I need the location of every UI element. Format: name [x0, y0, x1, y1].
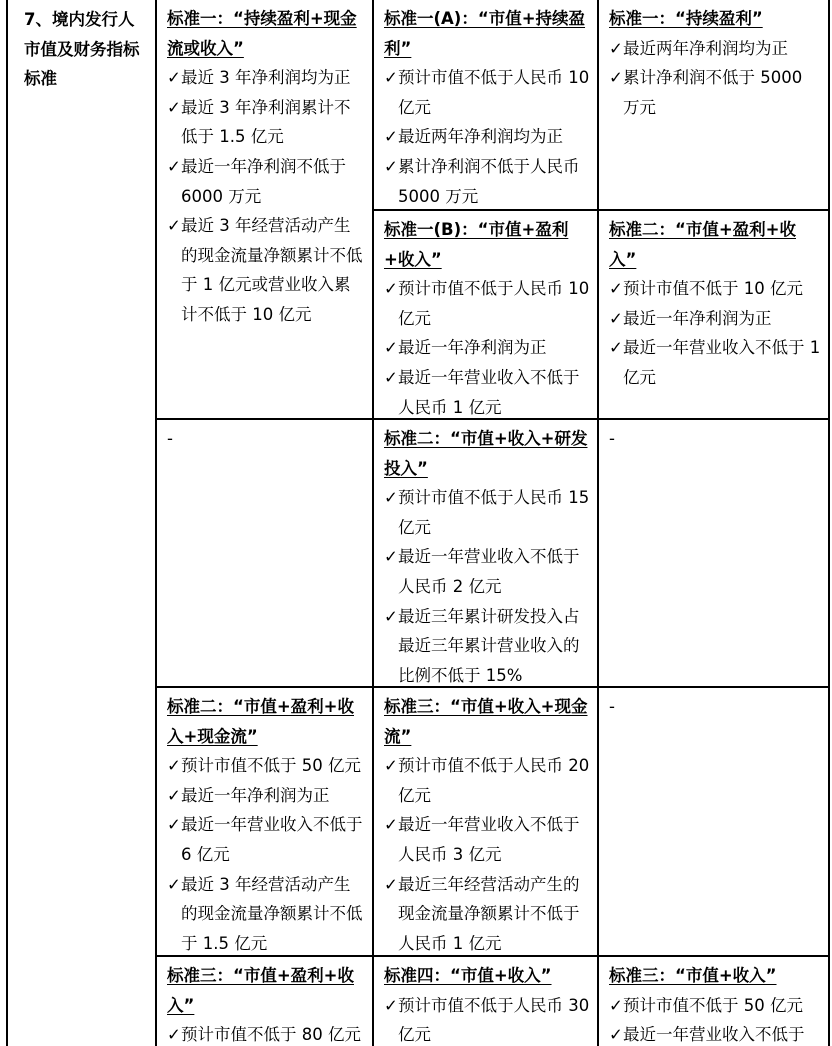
list-item: ✓ 最近一年营业收入不低于人民币 2 亿元 — [384, 542, 591, 601]
check-icon: ✓ — [384, 338, 398, 358]
list-item: ✓ 预计市值不低于 10 亿元 — [609, 274, 822, 304]
check-icon: ✓ — [384, 127, 398, 147]
empty-dash: - — [609, 429, 615, 448]
check-icon: ✓ — [384, 279, 398, 299]
list-item: ✓ 最近 3 年经营活动产生的现金流量净额累计不低于 1 亿元或营业收入累计不低于 10 亿元 — [167, 211, 366, 329]
list-item: ✓ 累计净利润不低于人民币 5000 万元 — [384, 152, 591, 209]
check-icon: ✓ — [609, 1025, 623, 1045]
col3-standard2-cell — [599, 211, 828, 418]
check-icon: ✓ — [384, 815, 398, 835]
list-item: ✓ 累计净利润不低于 5000 万元 — [609, 63, 822, 122]
col2-standard2-cell — [374, 420, 597, 686]
list-item: ✓ 最近两年净利润均为正 — [384, 122, 591, 152]
col2-standard1b-cell — [374, 211, 597, 418]
col1-standard1-cell — [157, 0, 372, 418]
check-icon: ✓ — [167, 756, 181, 776]
list-item: ✓ 预计市值不低于人民币 30 亿元 — [384, 991, 591, 1046]
list-item: ✓ 最近三年累计研发投入占最近三年累计营业收入的比例不低于 15% — [384, 602, 591, 686]
check-icon: ✓ — [384, 68, 398, 88]
list-item: ✓ 最近 3 年经营活动产生的现金流量净额累计不低于 1.5 亿元 — [167, 870, 366, 955]
check-icon: ✓ — [167, 156, 181, 176]
check-icon: ✓ — [609, 995, 623, 1015]
list-item: ✓ 预计市值不低于人民币 10 亿元 — [384, 274, 591, 333]
list-item: ✓ 预计市值不低于人民币 20 亿元 — [384, 751, 591, 810]
row-header — [6, 0, 155, 1046]
col2-standard3-title: 标准三：“市值+收入+现金流” — [384, 697, 588, 746]
list-item: ✓ 最近一年营业收入不低于 1 亿元 — [609, 333, 822, 392]
check-icon: ✓ — [384, 488, 398, 508]
col3-empty-cell-b — [599, 688, 828, 955]
col1-standard2-title: 标准二：“市值+盈利+收入+现金流” — [167, 697, 354, 746]
col1-empty-cell — [157, 420, 372, 686]
check-icon: ✓ — [167, 785, 181, 805]
col3-standard1-cell — [599, 0, 828, 209]
check-icon: ✓ — [167, 216, 181, 236]
check-icon: ✓ — [384, 156, 398, 176]
col2-standard4-cell — [374, 957, 597, 1046]
check-icon: ✓ — [384, 367, 398, 387]
empty-dash: - — [609, 697, 615, 716]
col2-standard1b-title: 标准一(B)：“市值+盈利+收入” — [384, 220, 569, 269]
check-icon: ✓ — [609, 279, 623, 299]
col1-standard3-title: 标准三：“市值+盈利+收入” — [167, 966, 354, 1015]
col2-standard1a-cell — [374, 0, 597, 209]
check-icon: ✓ — [609, 308, 623, 328]
check-icon: ✓ — [609, 68, 623, 88]
col3-standard1-title: 标准一：“持续盈利” — [609, 9, 763, 28]
check-icon: ✓ — [384, 547, 398, 567]
check-icon: ✓ — [167, 97, 181, 117]
col1-standard3-cell — [157, 957, 372, 1046]
col2-standard2-title: 标准二：“市值+收入+研发投入” — [384, 429, 588, 478]
check-icon: ✓ — [167, 68, 181, 88]
list-item: ✓ 最近三年经营活动产生的现金流量净额累计不低于人民币 1 亿元 — [384, 870, 591, 955]
list-item: ✓ 最近两年净利润均为正 — [609, 34, 822, 64]
check-icon: ✓ — [167, 874, 181, 894]
list-item: ✓ 最近一年净利润为正 — [384, 333, 591, 363]
list-item: ✓ 最近一年净利润为正 — [609, 304, 822, 334]
table-border-right — [828, 0, 830, 1046]
list-item: ✓ 最近一年营业收入不低于人民币 3 亿元 — [384, 810, 591, 869]
col3-standard2-title: 标准二：“市值+盈利+收入” — [609, 220, 796, 269]
check-icon: ✓ — [384, 756, 398, 776]
list-item: ✓ 最近一年净利润为正 — [167, 781, 366, 811]
list-item: ✓ 预计市值不低于 50 亿元 — [609, 991, 822, 1021]
empty-dash: - — [167, 429, 173, 448]
list-item: ✓ 最近一年营业收入不低于 6 亿元 — [167, 810, 366, 869]
list-item: ✓ 预计市值不低于人民币 10 亿元 — [384, 63, 591, 122]
list-item: ✓ 最近一年营业收入不低于 — [609, 1020, 822, 1046]
list-item: ✓ 预计市值不低于 50 亿元 — [167, 751, 366, 781]
col3-empty-cell-a — [599, 420, 828, 686]
check-icon: ✓ — [167, 1025, 181, 1045]
check-icon: ✓ — [384, 874, 398, 894]
col3-standard3-title: 标准三：“市值+收入” — [609, 966, 777, 985]
col2-standard1a-title: 标准一(A)：“市值+持续盈利” — [384, 9, 586, 58]
check-icon: ✓ — [167, 815, 181, 835]
check-icon: ✓ — [384, 606, 398, 626]
list-item: ✓ 最近一年净利润不低于 6000 万元 — [167, 152, 366, 211]
check-icon: ✓ — [609, 38, 623, 58]
col2-standard4-title: 标准四：“市值+收入” — [384, 966, 552, 985]
col1-standard1-title: 标准一：“持续盈利+现金流或收入” — [167, 9, 357, 58]
check-icon: ✓ — [609, 338, 623, 358]
check-icon: ✓ — [384, 995, 398, 1015]
list-item: ✓ 最近 3 年净利润累计不低于 1.5 亿元 — [167, 93, 366, 152]
list-item: ✓ 最近 3 年净利润均为正 — [167, 63, 366, 93]
col2-standard3-cell — [374, 688, 597, 955]
list-item: ✓ 预计市值不低于 80 亿元 — [167, 1020, 366, 1046]
col3-standard3-cell — [599, 957, 828, 1046]
list-item: ✓ 预计市值不低于人民币 15 亿元 — [384, 483, 591, 542]
row-header-text: 7、境内发行人市值及财务指标标准 — [24, 10, 140, 88]
list-item: ✓ 最近一年营业收入不低于人民币 1 亿元 — [384, 363, 591, 418]
col1-standard2-cell — [157, 688, 372, 955]
